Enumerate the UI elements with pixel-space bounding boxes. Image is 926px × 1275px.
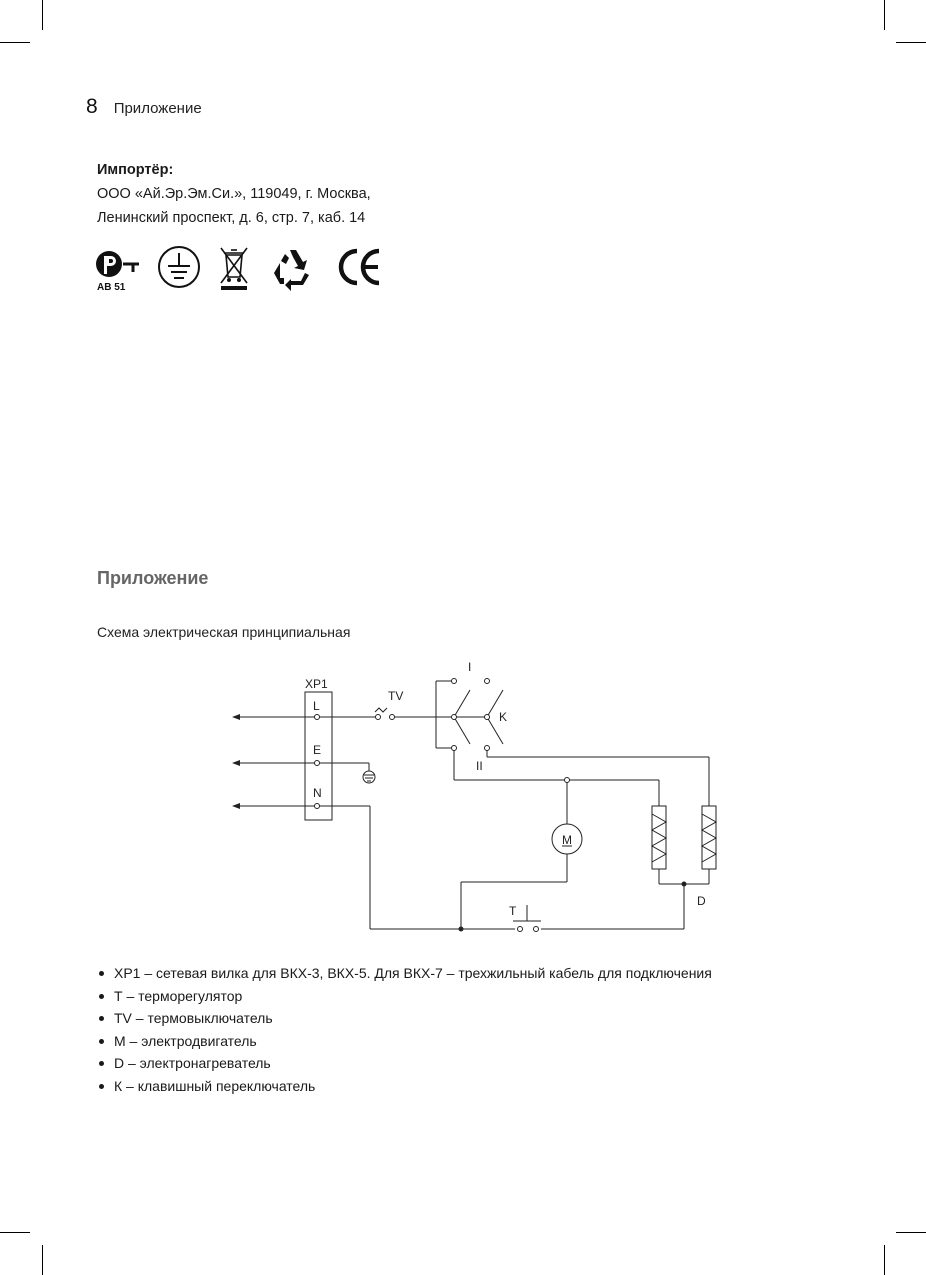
list-item: Т – терморегулятор — [97, 985, 712, 1008]
heater-d-right — [702, 806, 716, 869]
crop-mark — [884, 0, 885, 30]
rst-mark-icon — [96, 251, 139, 293]
switch-k-blade — [487, 717, 503, 744]
label-d: D — [697, 894, 706, 908]
tv-thermal-switch — [375, 708, 387, 712]
heater-d-left — [652, 806, 666, 869]
importer-title: Импортёр: — [97, 162, 174, 178]
crop-mark — [0, 42, 30, 43]
ce-mark-icon — [341, 251, 379, 283]
appendix-title: Приложение — [97, 568, 209, 588]
plug-xp1-box — [305, 692, 332, 820]
label-t: T — [509, 904, 517, 918]
list-item: D – электронагреватель — [97, 1052, 712, 1075]
switch-k-blade — [487, 690, 503, 717]
label-tv: TV — [388, 689, 404, 703]
crop-mark — [896, 1232, 926, 1233]
label-k: K — [499, 710, 508, 724]
ground-symbol — [363, 771, 375, 783]
motor-m — [552, 824, 582, 854]
crop-mark — [42, 0, 43, 30]
label-l: L — [313, 699, 320, 713]
schema-title: Схема электрическая принципиальная — [97, 624, 351, 640]
page-number: 8 — [86, 95, 98, 118]
switch-k-blade — [454, 717, 470, 744]
list-item: XP1 – сетевая вилка для ВКХ-3, ВКХ-5. Для ВКХ-7 – трехжильный кабель для подключения — [97, 962, 712, 985]
weee-bin-icon — [221, 248, 247, 290]
label-m: M — [562, 833, 572, 847]
recycle-icon — [274, 250, 309, 291]
page-header — [86, 95, 202, 119]
ground-icon — [159, 247, 199, 287]
crop-mark — [42, 1245, 43, 1275]
rst-code: AB 51 — [97, 282, 126, 293]
list-item: М – электродвигатель — [97, 1030, 712, 1053]
importer-address-line: ООО «Ай.Эр.Эм.Си.», 119049, г. Москва, — [97, 186, 371, 202]
importer-address-line: Ленинский проспект, д. 6, стр. 7, каб. 14 — [97, 210, 366, 226]
label-position-one: I — [468, 660, 472, 674]
label-n: N — [313, 786, 322, 800]
diagram-legend — [97, 962, 712, 1097]
list-item: К – клавишный переключатель — [97, 1075, 712, 1098]
certification-icons — [95, 245, 395, 297]
crop-mark — [884, 1245, 885, 1275]
crop-mark — [896, 42, 926, 43]
label-xp1: XP1 — [305, 677, 328, 691]
list-item: TV – термовыключатель — [97, 1007, 712, 1030]
switch-k-blade — [454, 690, 470, 717]
section-name: Приложение — [113, 100, 202, 117]
label-position-two: II — [476, 759, 483, 773]
crop-mark — [0, 1232, 30, 1233]
importer-block — [97, 158, 371, 230]
label-e: E — [313, 743, 322, 757]
